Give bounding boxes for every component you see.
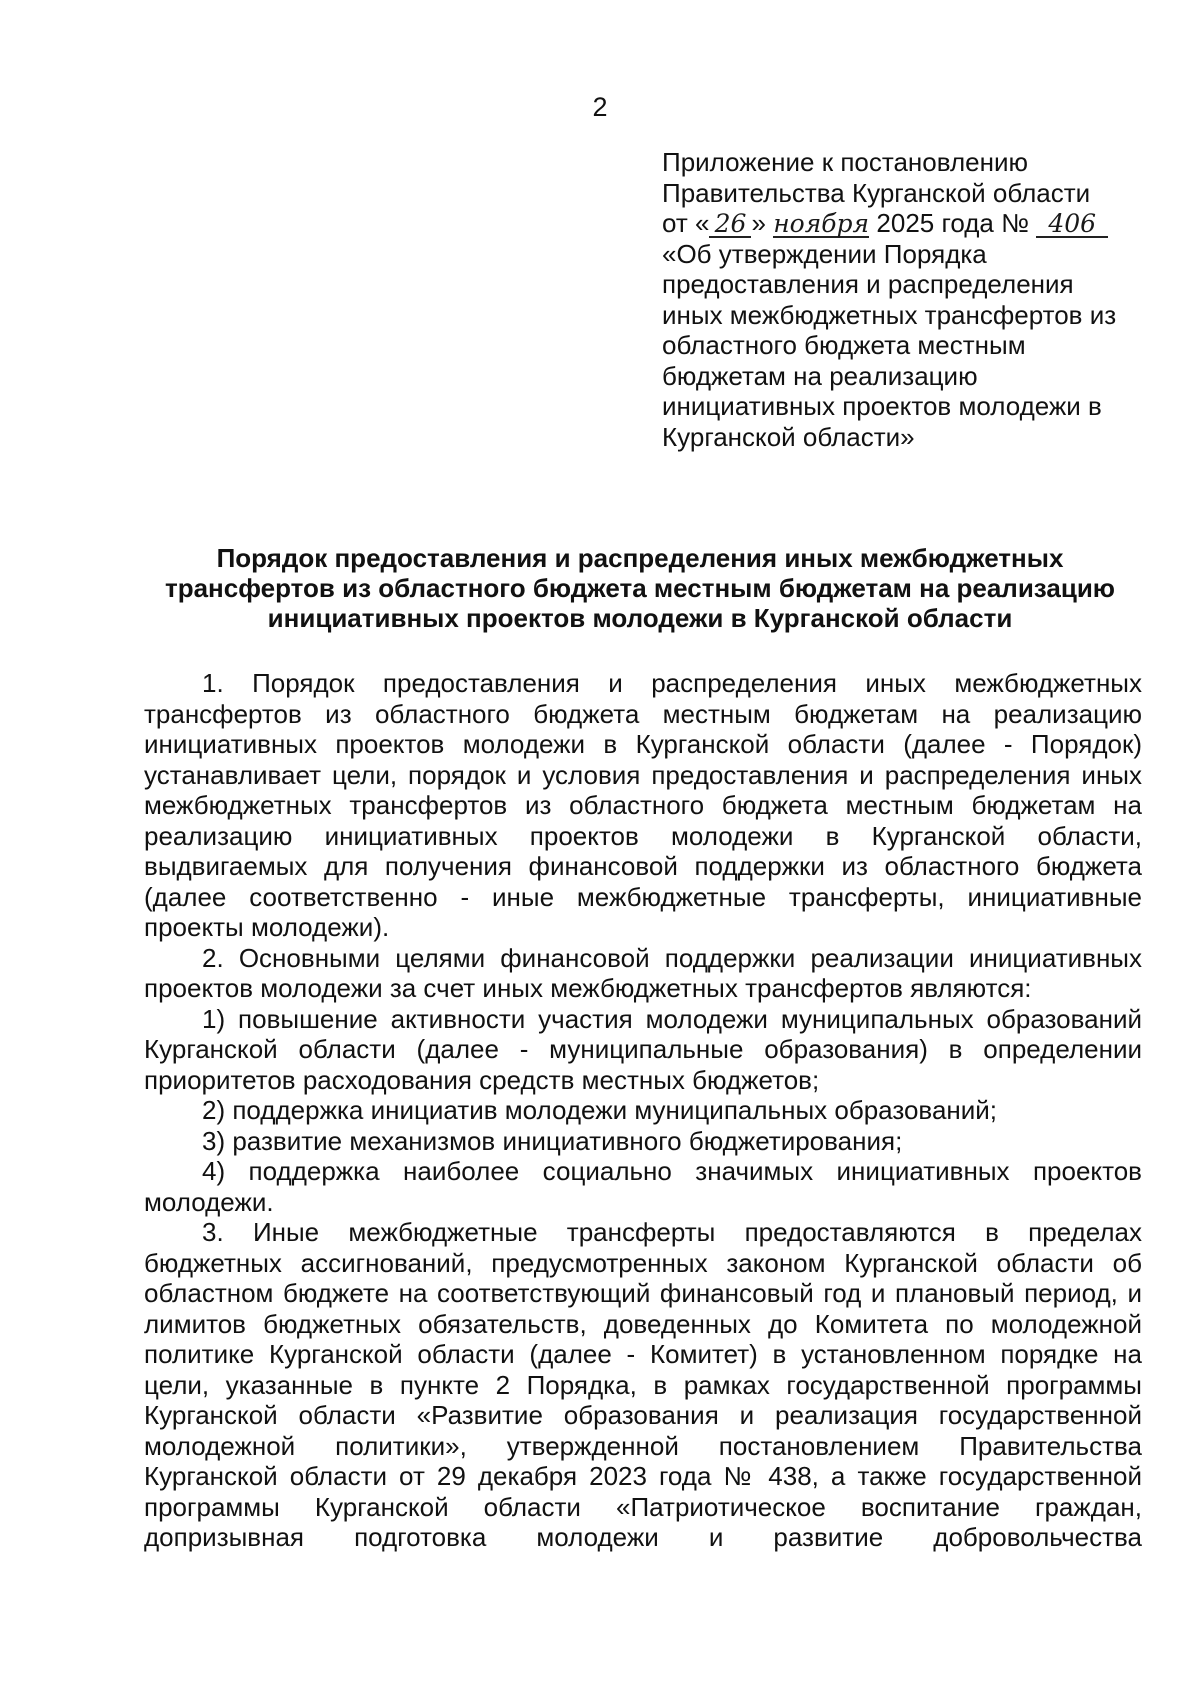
annex-subject-line: «Об утверждении Порядка [662, 238, 987, 269]
date-prefix: от « [662, 208, 710, 238]
handwritten-day: 26 [709, 212, 751, 238]
annex-subject-line: иных межбюджетных трансфертов из [662, 299, 1117, 330]
paragraph-2-item-3: 3) развитие механизмов инициативного бюджетирования; [202, 1125, 903, 1156]
title-line: трансфертов из областного бюджета местным бюджетам на реализацию [164, 573, 1116, 603]
annex-date-line [662, 208, 1142, 239]
paragraph-2: 2. Основными целями финансовой поддержки реализации инициативных проектов молодежи за счет иных межбюджетных трансфертов являются: [144, 942, 1142, 1003]
paragraph-2-item-4: 4) поддержка наиболее социально значимых инициативных проектов молодежи. [144, 1156, 1142, 1217]
document-body [144, 668, 1142, 1553]
title-line: Порядок предоставления и распределения иных межбюджетных [216, 543, 1064, 573]
date-year: 2025 года № [869, 208, 1037, 238]
annex-block [662, 147, 1142, 452]
document-title [140, 543, 1140, 633]
paragraph-2-item-1: 1) повышение активности участия молодежи муниципальных образований Курганской области (далее - муниципальные образования) в определении приоритетов расходования средств местных бюджетов; [144, 1003, 1142, 1095]
handwritten-month: ноября [773, 209, 870, 238]
paragraph-2-item-2: 2) поддержка инициатив молодежи муниципальных образований; [202, 1095, 998, 1125]
paragraph-1: 1. Порядок предоставления и распределения иных межбюджетных трансфертов из областного бюджета местным бюджетам на реализацию инициативных проектов молодежи в Курганской области (далее - Порядок) устанавливает цели, порядок и условия предоставления и распределения иных межбюджетных трансфертов из областного бюджета местным бюджетам на реализацию инициативных проектов молодежи в Курганской области, выдвигаемых для получения финансовой поддержки из областного бюджета (далее соответственно - иные межбюджетные трансферты, инициативные проекты молодежи). [144, 668, 1142, 942]
paragraph-3: 3. Иные межбюджетные трансферты предоставляются в пределах бюджетных ассигнований, предусмотренных законом Курганской области об областном бюджете на соответствующий финансовый год и плановый период, и лимитов бюджетных обязательств, доведенных до Комитета по молодежной политике Курганской области (далее - Комитет) в установленном порядке на цели, указанные в пункте 2 Порядка, в рамках государственной программы Курганской области «Развитие образования и реализация государственной молодежной политики», утвержденной постановлением Правительства Курганской области от 29 декабря 2023 года № 438, а также государственной программы Курганской области «Патриотическое воспитание граждан, допризывная подготовка молодежи и развитие добровольчества [144, 1217, 1142, 1552]
annex-subject-line: предоставления и распределения [662, 269, 1074, 299]
annex-line-2: Правительства Курганской области [662, 177, 1091, 208]
title-line: инициативных проектов молодежи в Курганской области [267, 603, 1013, 633]
annex-subject-line: областного бюджета местным [662, 330, 1026, 360]
date-mid: » [751, 208, 774, 238]
handwritten-doc-number: 406 [1036, 212, 1108, 238]
page-number: 2 [592, 92, 608, 122]
annex-subject-line: инициативных проектов молодежи в [662, 391, 1102, 421]
annex-subject-line: бюджетам на реализацию [662, 360, 978, 391]
annex-line-1: Приложение к постановлению [662, 147, 1028, 177]
annex-subject-line: Курганской области» [662, 421, 915, 452]
